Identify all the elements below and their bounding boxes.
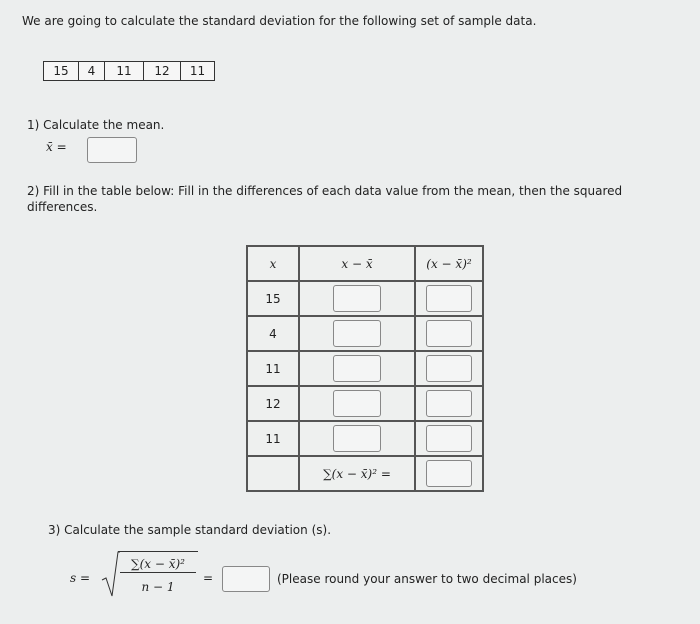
squared-input[interactable] (426, 355, 472, 382)
sum-label: ∑(x − x̄)² = (300, 457, 414, 490)
deviation-input[interactable] (333, 425, 381, 452)
sqrt-icon (100, 550, 120, 598)
row-x: 11 (248, 352, 298, 385)
squared-input[interactable] (426, 320, 472, 347)
squared-input[interactable] (426, 390, 472, 417)
mean-symbol: x̄ = (46, 140, 67, 154)
squared-input[interactable] (426, 285, 472, 312)
data-value: 4 (79, 62, 105, 80)
data-value: 11 (181, 62, 214, 80)
deviation-input[interactable] (333, 390, 381, 417)
header-x: x (248, 247, 298, 280)
s-equals: s = (70, 571, 91, 585)
denominator: n − 1 (141, 580, 175, 594)
header-deviation: x − x̄ (300, 247, 414, 280)
deviation-input[interactable] (333, 355, 381, 382)
deviation-input[interactable] (333, 320, 381, 347)
sum-squares-input[interactable] (426, 460, 472, 487)
data-value: 11 (105, 62, 144, 80)
data-value: 12 (144, 62, 181, 80)
rounding-note: (Please round your answer to two decimal places) (277, 572, 577, 586)
mean-input[interactable] (87, 137, 137, 163)
step3-label: 3) Calculate the sample standard deviation (s). (48, 523, 332, 537)
deviation-input[interactable] (333, 285, 381, 312)
header-squared: (x − x̄)² (416, 247, 482, 280)
row-x: 11 (248, 422, 298, 455)
row-x: 12 (248, 387, 298, 420)
step2-label: 2) Fill in the table below: Fill in the differences of each data value from the mean, then the squared differences. (27, 184, 623, 214)
data-values-row (43, 61, 215, 81)
numerator: ∑(x − x̄)² (120, 557, 196, 573)
std-dev-input[interactable] (222, 566, 270, 592)
row-x: 4 (248, 317, 298, 350)
deviation-table (246, 245, 484, 492)
squared-input[interactable] (426, 425, 472, 452)
step1-label: 1) Calculate the mean. (27, 118, 165, 132)
row-x: 15 (248, 282, 298, 315)
equals-sign: = (203, 571, 214, 585)
intro-text: We are going to calculate the standard deviation for the following set of sample data. (22, 14, 537, 28)
data-value: 15 (44, 62, 79, 80)
